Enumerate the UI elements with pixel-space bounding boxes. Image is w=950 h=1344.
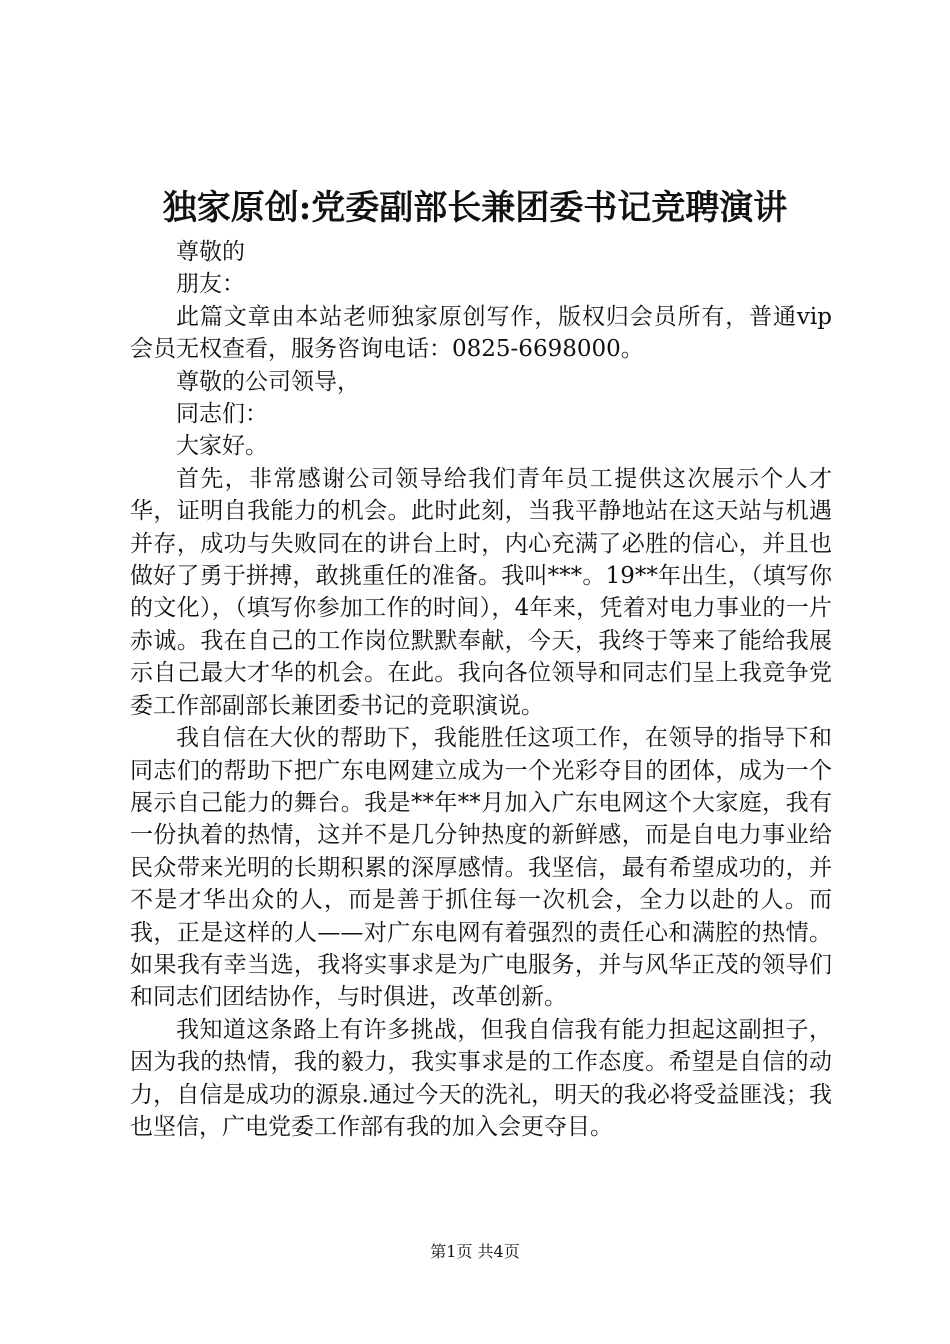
paragraph-salutation-2: 朋友：: [176, 271, 245, 298]
paragraph-confidence: 我自信在大伙的帮助下，我能胜任这项工作，在领导的指导下和同志们的帮助下把广东电网建立成为一个光彩夺目的团体，成为一个展示自己能力的舞台。我是**年**月加入广东电网这个大家庭，我有一份执着的热情，这并不是几分钟热度的新鲜感，而是自电力事业给民众带来光明的长期积累的深厚感情。我坚信，最有希望成功的，并不是才华出众的人，而是善于抓住每一次机会，全力以赴的人。而我，正是这样的人——对广东电网有着强烈的责任心和满腔的热情。如果我有幸当选，我将实事求是为广电服务，并与风华正茂的领导们和同志们团结协作，与时俱进，改革创新。: [130, 725, 832, 1011]
document-title: 独家原创:党委副部长兼团委书记竞聘演讲: [162, 188, 788, 228]
document-body: [130, 236, 832, 1143]
paragraph-hello: 大家好。: [176, 433, 268, 460]
paragraph-greeting-leaders: 尊敬的公司领导，: [176, 368, 360, 395]
paragraph-challenges: 我知道这条路上有许多挑战，但我自信我有能力担起这副担子，因为我的热情，我的毅力，我实事求是的工作态度。希望是自信的动力，自信是成功的源泉.通过今天的洗礼，明天的我必将受益匪浅；我也坚信，广电党委工作部有我的加入会更夺目。: [130, 1016, 832, 1140]
paragraph-copyright-notice: 此篇文章由本站老师独家原创写作，版权归会员所有，普通vip会员无权查看，服务咨询电话：0825-6698000。: [130, 303, 832, 363]
paragraph-introduction: 首先，非常感谢公司领导给我们青年员工提供这次展示个人才华，证明自我能力的机会。此时此刻，当我平静地站在这天站与机遇并存，成功与失败同在的讲台上时，内心充满了必胜的信心，并且也做好了勇于拼搏，敢挑重任的准备。我叫***。19**年出生，（填写你的文化），（填写你参加工作的时间），4年来，凭着对电力事业的一片赤诚。我在自己的工作岗位默默奉献，今天，我终于等来了能给我展示自己最大才华的机会。在此。我向各位领导和同志们呈上我竞争党委工作部副部长兼团委书记的竞职演说。: [130, 465, 832, 719]
page-number-footer: 第1页 共4页: [430, 1242, 520, 1261]
paragraph-greeting-comrades: 同志们：: [176, 401, 268, 428]
paragraph-salutation-1: 尊敬的: [176, 239, 245, 265]
